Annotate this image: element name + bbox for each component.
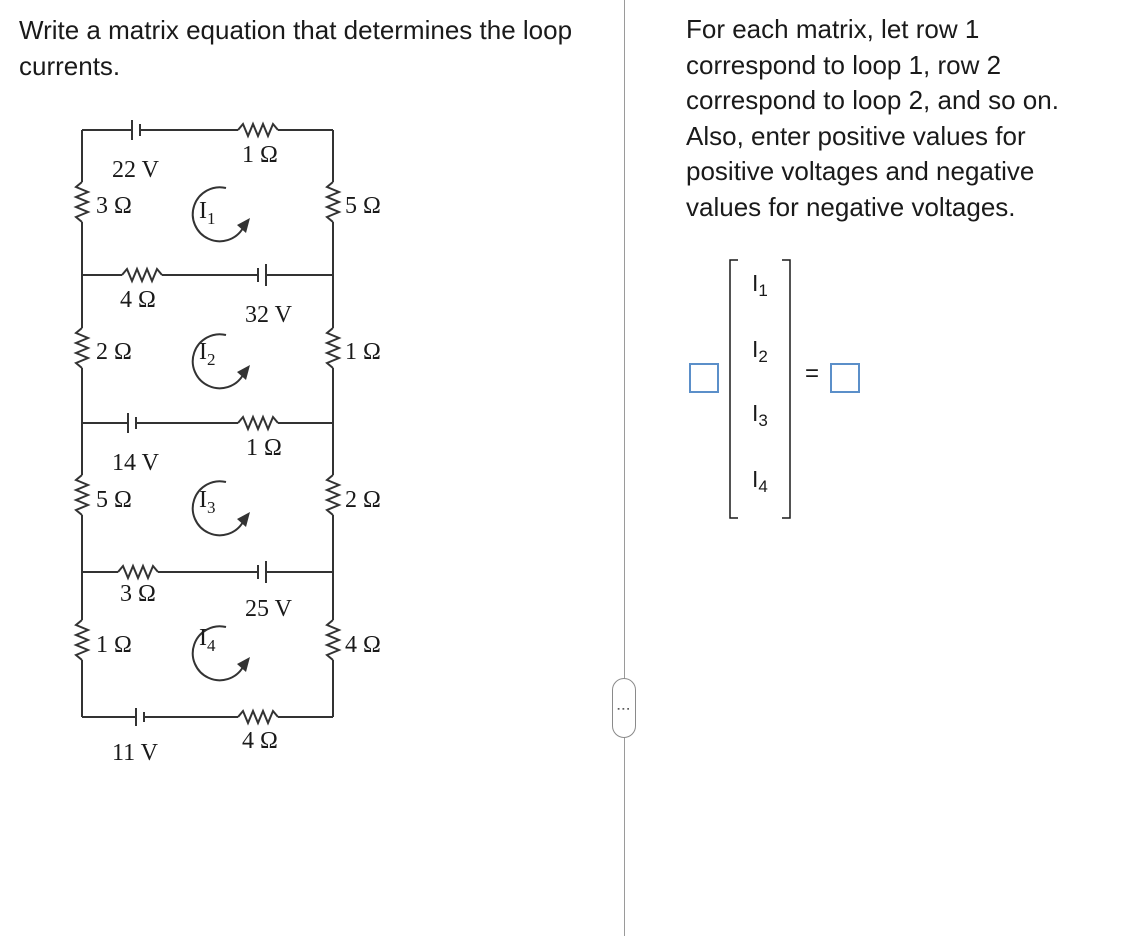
- pane-divider[interactable]: [624, 0, 625, 936]
- label-loop-4: $I_4$: [199, 625, 216, 655]
- coefficient-matrix-input[interactable]: [689, 363, 719, 393]
- matrix-equation: [680, 250, 880, 530]
- label-11v: 11 V: [112, 740, 159, 766]
- label-25v: 25 V: [245, 596, 292, 622]
- label-right-resistor-1: 5 Ω: [345, 193, 381, 219]
- vector-entry-4: $I_4$: [752, 466, 768, 496]
- label-32v: 32 V: [245, 302, 292, 328]
- label-bottom-resistor: 4 Ω: [242, 728, 278, 754]
- label-14v: 14 V: [112, 450, 159, 476]
- current-vector-brackets: [720, 250, 840, 530]
- question-text: Write a matrix equation that determines the loop currents.: [19, 15, 573, 81]
- label-loop-3: $I_3$: [199, 487, 216, 517]
- equals-sign: =: [805, 360, 820, 387]
- more-vertical-icon: ⋮: [616, 701, 632, 715]
- label-row3-resistor: 1 Ω: [246, 435, 282, 461]
- label-right-resistor-2: 1 Ω: [345, 339, 381, 365]
- circuit-diagram: [70, 105, 410, 785]
- pane-resize-handle[interactable]: [612, 678, 636, 738]
- label-left-resistor-2: 2 Ω: [96, 339, 132, 365]
- label-left-resistor-1: 3 Ω: [96, 193, 132, 219]
- vector-entry-2: $I_2$: [752, 336, 768, 366]
- vector-entry-1: $I_1$: [752, 270, 768, 300]
- label-top-resistor: 1 Ω: [242, 142, 278, 168]
- label-row4-resistor: 3 Ω: [120, 581, 156, 607]
- vector-entry-3: $I_3$: [752, 400, 768, 430]
- instructions-text: For each matrix, let row 1 correspond to loop 1, row 2 correspond to loop 2, and so on. Also, enter positive values for positive voltages and negative values for negative voltages.: [686, 14, 1059, 222]
- label-right-resistor-3: 2 Ω: [345, 487, 381, 513]
- label-left-resistor-4: 1 Ω: [96, 632, 132, 658]
- label-right-resistor-4: 4 Ω: [345, 632, 381, 658]
- label-row2-resistor: 4 Ω: [120, 287, 156, 313]
- label-22v: 22 V: [112, 157, 159, 183]
- label-loop-1: $I_1$: [199, 198, 216, 228]
- voltage-vector-input[interactable]: [830, 363, 860, 393]
- label-left-resistor-3: 5 Ω: [96, 487, 132, 513]
- label-loop-2: $I_2$: [199, 339, 216, 369]
